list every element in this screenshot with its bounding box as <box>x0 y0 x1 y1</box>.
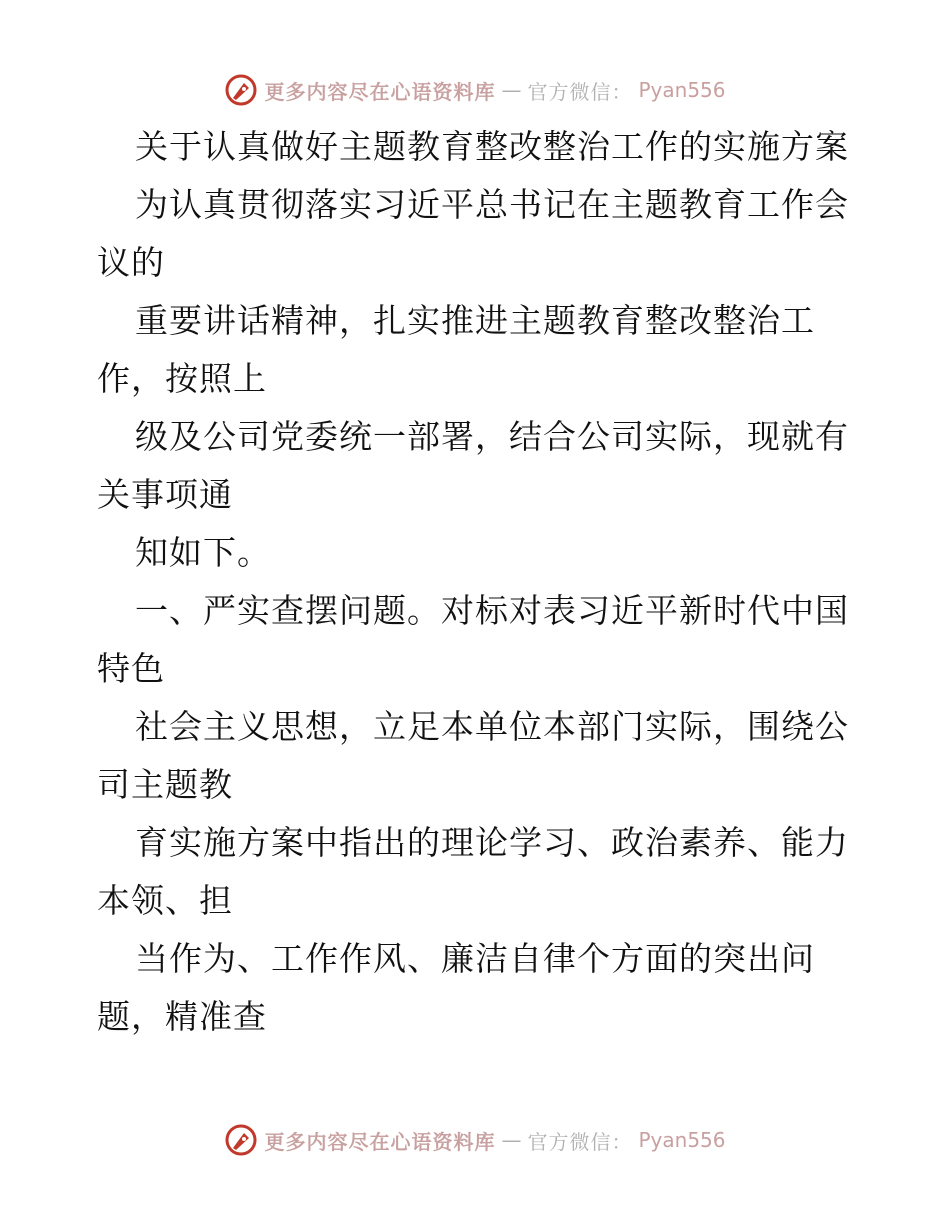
paragraph-line: 级及公司党委统一部署，结合公司实际，现就有 <box>135 417 849 456</box>
paragraph-line: 题，精准查 <box>97 997 267 1036</box>
footer-watermark <box>0 1120 950 1160</box>
paragraph-line: 作，按照上 <box>97 359 267 398</box>
paragraph-line: 司主题教 <box>97 765 233 804</box>
paragraph-line: 重要讲话精神，扎实推进主题教育整改整治工 <box>135 301 815 340</box>
paragraph-line: 关事项通 <box>97 475 233 514</box>
paragraph-line: 知如下。 <box>135 533 271 572</box>
watermark-separator: — <box>501 1128 522 1152</box>
header-watermark <box>0 70 950 110</box>
paragraph-line: 本领、担 <box>97 881 233 920</box>
watermark-brand: 更多内容尽在心语资料库 <box>264 1129 496 1154</box>
pen-nib-icon <box>224 73 258 107</box>
paragraph-line: 一、严实查摆问题。对标对表习近平新时代中国 <box>135 591 849 630</box>
watermark-wechat-label: 官方微信： <box>527 79 633 104</box>
paragraph-line: 当作为、工作作风、廉洁自律个方面的突出问 <box>135 939 815 978</box>
paragraph-line: 社会主义思想，立足本单位本部门实际，围绕公 <box>135 707 849 746</box>
watermark-separator: — <box>501 78 522 102</box>
pen-nib-icon <box>224 1123 258 1157</box>
watermark-brand: 更多内容尽在心语资料库 <box>264 79 496 104</box>
paragraph-line: 育实施方案中指出的理论学习、政治素养、能力 <box>135 823 849 862</box>
watermark-wechat-label: 官方微信： <box>527 1129 633 1154</box>
paragraph-line: 议的 <box>97 243 165 282</box>
watermark-wechat-id: Pyan556 <box>638 78 726 102</box>
watermark-wechat-id: Pyan556 <box>638 1128 726 1152</box>
paragraph-line: 为认真贯彻落实习近平总书记在主题教育工作会 <box>135 185 849 224</box>
paragraph-line: 特色 <box>97 649 165 688</box>
document-body <box>97 118 857 1046</box>
document-title: 关于认真做好主题教育整改整治工作的实施方案 <box>135 127 849 166</box>
